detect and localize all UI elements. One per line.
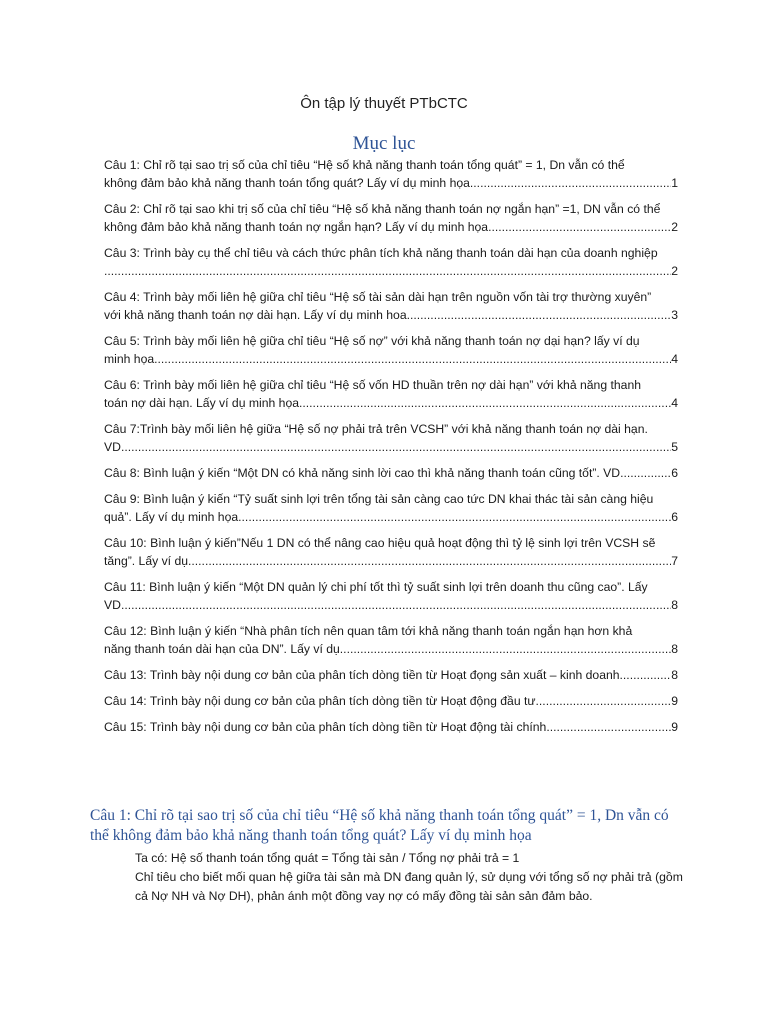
section-paragraph: Ta có: Hệ số thanh toán tổng quát = Tổng tài sản / Tổng nợ phải trả = 1 xyxy=(135,851,520,865)
toc-page-number: 4 xyxy=(671,352,678,366)
toc-page-number: 1 xyxy=(671,176,678,190)
toc-entry-text: Câu 15: Trình bày nội dung cơ bản của phân tích dòng tiền từ Hoạt động tài chính xyxy=(104,720,547,734)
toc-page-number: 2 xyxy=(671,220,678,234)
toc-entry-text: Câu 3: Trình bày cụ thể chỉ tiêu và cách thức phân tích khả năng thanh toán dài hạn của doanh nghiệp xyxy=(104,246,658,260)
toc-entry-text: VD xyxy=(104,440,121,454)
toc-entry-text: Câu 4: Trình bày mối liên hệ giữa chỉ tiêu “Hệ số tài sản dài hạn trên nguồn vốn tài trợ thường xuyên” xyxy=(104,290,652,304)
toc-entry[interactable] xyxy=(104,464,678,482)
toc-leader-dots xyxy=(299,394,671,412)
toc-entry[interactable] xyxy=(104,490,678,526)
toc-entry-text: Câu 2: Chỉ rõ tại sao khi trị số của chỉ tiêu “Hệ số khả năng thanh toán nợ ngắn hạn” =1, DN vẫn có thể xyxy=(104,202,661,216)
toc-entry-text: quả”. Lấy ví dụ minh họa xyxy=(104,510,239,524)
toc-entry-text: tăng”. Lấy ví dụ xyxy=(104,554,189,568)
toc-heading: Mục lục xyxy=(352,133,416,154)
toc-entry[interactable] xyxy=(104,244,678,280)
toc-entry-text: Câu 5: Trình bày mối liên hệ giữa chỉ tiêu “Hệ số nợ” với khả năng thanh toán nợ dại hạn? lấy ví dụ xyxy=(104,334,640,348)
toc-page-number: 4 xyxy=(671,396,678,410)
toc-entry[interactable] xyxy=(104,622,678,658)
toc-entry-text: Câu 11: Bình luận ý kiến “Một DN quản lý chi phí tốt thì tỷ suất sinh lợi trên doanh thu cũng cao”. Lấy xyxy=(104,580,648,594)
toc-entry-text: Câu 13: Trình bày nội dung cơ bản của phân tích dòng tiền từ Hoạt đọng sản xuất – kinh doanh xyxy=(104,668,620,682)
document-title: Ôn tập lý thuyết PTbCTC xyxy=(300,95,468,112)
toc-leader-dots xyxy=(488,218,671,236)
toc-entry[interactable] xyxy=(104,666,678,684)
table-of-contents xyxy=(104,156,678,744)
toc-entry-text: VD xyxy=(104,598,121,612)
toc-leader-dots xyxy=(536,692,672,710)
toc-page-number: 6 xyxy=(671,466,678,480)
toc-entry-text: Câu 7:Trình bày mối liên hệ giữa “Hệ số nợ phải trả trên VCSH” với khả năng thanh toán nợ dài hạn. xyxy=(104,422,648,436)
toc-leader-dots xyxy=(340,640,671,658)
toc-leader-dots xyxy=(121,596,671,614)
toc-leader-dots xyxy=(188,552,671,570)
toc-entry[interactable] xyxy=(104,332,678,368)
toc-entry[interactable] xyxy=(104,420,678,456)
toc-page-number: 6 xyxy=(671,510,678,524)
toc-page-number: 8 xyxy=(671,642,678,656)
toc-page-number: 7 xyxy=(671,554,678,568)
section-body xyxy=(135,849,695,906)
toc-page-number: 8 xyxy=(671,598,678,612)
toc-entry-text: không đảm bảo khả năng thanh toán nợ ngắn hạn? Lấy ví dụ minh họa xyxy=(104,220,489,234)
toc-entry[interactable] xyxy=(104,534,678,570)
toc-entry[interactable] xyxy=(104,156,678,192)
toc-entry-text: minh họa xyxy=(104,352,155,366)
toc-entry[interactable] xyxy=(104,578,678,614)
toc-leader-dots xyxy=(546,718,671,736)
section-heading: Câu 1: Chỉ rõ tại sao trị số của chỉ tiêu “Hệ số khả năng thanh toán tổng quát” = 1, Dn vẫn có thể không đảm bảo khả năng thanh toán tổng quát? Lấy ví dụ minh họa xyxy=(90,807,669,844)
section-paragraph: Chỉ tiêu cho biết mối quan hệ giữa tài sản mà DN đang quản lý, sử dụng với tổng số nợ phải trả (gồm cả Nợ NH và Nợ DH), phản ánh một đồng vay nợ có mấy đồng tài sản sản đảm bảo. xyxy=(135,870,683,903)
toc-leader-dots xyxy=(620,666,672,684)
toc-entry-text: không đảm bảo khả năng thanh toán tổng quát? Lấy ví dụ minh họa xyxy=(104,176,470,190)
toc-page-number: 9 xyxy=(671,694,678,708)
toc-entry-text: Câu 14: Trình bày nội dung cơ bản của phân tích dòng tiền từ Hoạt động đầu tư xyxy=(104,694,536,708)
toc-page-number: 9 xyxy=(671,720,678,734)
toc-entry[interactable] xyxy=(104,288,678,324)
toc-entry-text: Câu 9: Bình luận ý kiến “Tỷ suất sinh lợi trên tổng tài sản càng cao tức DN khai thác tài sản càng hiệu xyxy=(104,492,654,506)
toc-entry[interactable] xyxy=(104,718,678,736)
toc-leader-dots xyxy=(238,508,671,526)
toc-entry-text: Câu 6: Trình bày mối liên hệ giữa chỉ tiêu “Hệ số vốn HD thuần trên nợ dài hạn” với khả năng thanh xyxy=(104,378,641,392)
toc-leader-dots xyxy=(470,174,671,192)
toc-leader-dots xyxy=(154,350,671,368)
toc-entry-text: Câu 1: Chỉ rõ tại sao trị số của chỉ tiêu “Hệ số khả năng thanh toán tổng quát” = 1, Dn vẫn có thể xyxy=(104,158,625,172)
toc-entry-text: Câu 8: Bình luận ý kiến “Một DN có khả năng sinh lời cao thì khả năng thanh toán cũng tốt”. VD xyxy=(104,466,621,480)
toc-entry[interactable] xyxy=(104,692,678,710)
toc-leader-dots xyxy=(407,306,672,324)
toc-leader-dots xyxy=(104,262,671,280)
toc-page-number: 2 xyxy=(671,264,678,278)
toc-page-number: 5 xyxy=(671,440,678,454)
toc-leader-dots xyxy=(121,438,671,456)
toc-entry[interactable] xyxy=(104,376,678,412)
toc-entry-text: Câu 12: Bình luận ý kiến “Nhà phân tích nên quan tâm tới khả năng thanh toán ngắn hạn hơn khả xyxy=(104,624,633,638)
toc-entry-text: Câu 10: Bình luận ý kiến”Nếu 1 DN có thể nâng cao hiệu quả hoạt động thì tỷ lệ sinh lợi trên VCSH sẽ xyxy=(104,536,656,550)
toc-entry-text: năng thanh toán dài hạn của DN”. Lấy ví dụ xyxy=(104,642,340,656)
toc-page-number: 8 xyxy=(671,668,678,682)
toc-page-number: 3 xyxy=(671,308,678,322)
toc-leader-dots xyxy=(620,464,671,482)
toc-entry-text: với khả năng thanh toán nợ dài hạn. Lấy ví dụ minh hoa xyxy=(104,308,407,322)
toc-entry-text: toán nợ dài hạn. Lấy ví dụ minh họa xyxy=(104,396,299,410)
toc-entry[interactable] xyxy=(104,200,678,236)
